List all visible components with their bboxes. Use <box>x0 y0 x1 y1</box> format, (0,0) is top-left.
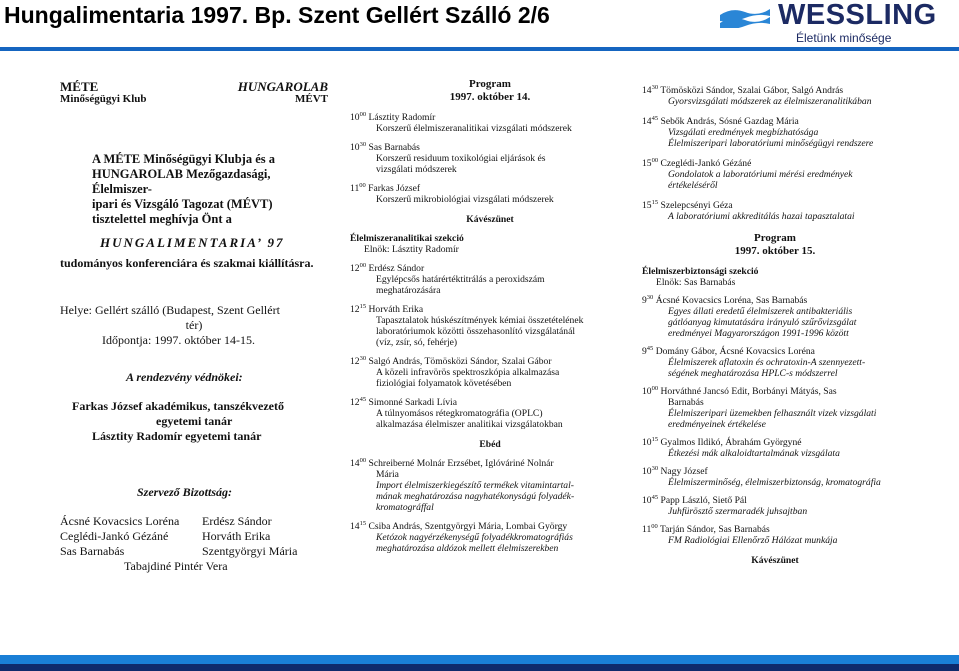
item-title: Élelmiszerek aflatoxin és ochratoxin-A szennyezett- <box>668 357 866 368</box>
item-title: (víz, zsír, só, fehérje) <box>376 337 458 348</box>
item-header <box>642 85 908 96</box>
item-time-minutes: 00 <box>359 111 367 118</box>
item-header <box>350 263 630 274</box>
item-title: Ketózok nagyérzékenységű folyadékkromatográfiás <box>376 532 573 543</box>
item-speakers: Simonné Sarkadi Lívia <box>366 397 457 408</box>
item-title: vizsgálati módszerek <box>376 164 457 175</box>
item-time: $14^{45}$ <box>642 115 659 127</box>
organizers-heading: Szervező Bizottság: <box>137 485 233 499</box>
program-item <box>642 386 908 430</box>
item-title: Korszerű élelmiszeranalitikai vizsgálati módszerek <box>376 123 572 134</box>
program-item <box>642 116 908 149</box>
program-item <box>642 524 908 546</box>
program-item <box>642 495 908 517</box>
item-time: $14^{30}$ <box>642 84 659 96</box>
section-chair: Elnök: Lásztity Radomír <box>364 244 459 255</box>
item-title: kromatográffal <box>376 502 434 513</box>
item-speakers: Sebők András, Sósné Gazdag Mária <box>658 116 799 127</box>
item-time-minutes: 30 <box>646 294 654 301</box>
program-item <box>350 397 630 430</box>
venue-info: Helye: Gellért szálló (Budapest, Szent Gellért tér) Időpontja: 1997. október 14-15. <box>60 303 280 347</box>
item-speakers: Papp László, Siető Pál <box>658 495 747 506</box>
item-title: A túlnyomásos rétegkromatográfia (OPLC) <box>376 408 543 419</box>
item-header <box>642 200 908 211</box>
item-speakers: Tömösközi Sándor, Szalai Gábor, Salgó András <box>658 85 844 96</box>
program-item <box>350 458 630 513</box>
session-list <box>350 263 630 430</box>
item-speakers: Tarján Sándor, Sas Barnabás <box>657 524 770 535</box>
item-time-minutes: 15 <box>359 520 367 527</box>
item-time-minutes: 30 <box>359 141 367 148</box>
item-title: Korszerű residuum toxikológiai eljárások és <box>376 153 546 164</box>
item-speakers: Horváthné Jancsó Edit, Borbányi Mátyás, Sas <box>658 386 837 397</box>
item-title: laboratóriumok közötti összehasonlító vizsgálatánál <box>376 326 576 337</box>
invitation-text: A MÉTE Minőségügyi Klubja és a HUNGAROLAB Mezőgazdasági, Élelmiszer- ipari és Vizsgáló Tagozat (MÉVT) tisztelettel meghívja Önt a <box>92 152 276 226</box>
item-speakers: Nagy József <box>658 466 708 477</box>
item-time-minutes: 00 <box>359 457 367 464</box>
program-item <box>350 183 630 205</box>
item-time: $9^{45}$ <box>642 345 654 357</box>
item-title: Mária <box>376 469 399 480</box>
item-speakers: Salgó András, Tömösközi Sándor, Szalai Gábor <box>366 356 552 367</box>
item-time-minutes: 15 <box>651 199 659 206</box>
item-header <box>350 112 630 123</box>
program-item <box>642 437 908 459</box>
item-time: $10^{30}$ <box>350 141 367 153</box>
item-title: mának meghatározása nagyhatékonyságú folyadék- <box>376 491 575 502</box>
program-item <box>642 158 908 191</box>
organizers-list: Ácsné Kovacsics Loréna Erdész Sándor Ceglédi-Jankó Gézáné Horváth Erika Sas Barnabás Szentgyörgyi Mária <box>60 514 298 558</box>
program-date: 1997. október 14. <box>449 91 531 103</box>
conference-sub: tudományos konferenciára és szakmai kiállításra. <box>60 256 314 270</box>
item-title: Juhfürösztő szermaradék juhsajtban <box>668 506 808 517</box>
item-time-minutes: 00 <box>359 262 367 269</box>
item-speakers: Szelepcsényi Géza <box>658 200 733 211</box>
item-title: fiziológiai folyamatok követésében <box>376 378 512 389</box>
item-time-minutes: 30 <box>359 355 367 362</box>
conference-name: HUNGALIMENTARIA’ 97 <box>100 235 285 250</box>
item-time: $10^{30}$ <box>642 465 659 477</box>
item-title: meghatározására <box>376 285 441 296</box>
item-title: Vizsgálati eredmények megbízhatósága <box>668 127 819 138</box>
header-rule <box>0 47 959 51</box>
item-time: $10^{00}$ <box>642 385 659 397</box>
item-time-minutes: 00 <box>651 157 659 164</box>
item-time: $15^{00}$ <box>642 157 659 169</box>
logo-tagline: Életünk minősége <box>796 31 892 45</box>
club-right-sub: MÉVT <box>295 93 328 105</box>
item-title: értékeléséről <box>668 180 718 191</box>
section-title: Élelmiszerbiztonsági szekció <box>642 266 759 277</box>
item-time: $12^{45}$ <box>350 396 367 408</box>
item-header <box>350 142 630 153</box>
item-time: $14^{00}$ <box>350 457 367 469</box>
item-title: Egyes állati eredetű élelmiszerek antibakteriális <box>668 306 853 317</box>
item-speakers: Csiba András, Szentgyörgyi Mária, Lombai György <box>366 521 568 532</box>
wessling-logo <box>718 2 950 48</box>
item-title: ségének meghatározása HPLC-s módszerrel <box>668 368 838 379</box>
item-title: alkalmazása élelmiszer analitikai vizsgálatokban <box>376 419 563 430</box>
item-time-minutes: 45 <box>651 115 659 122</box>
patrons-list: Farkas József akadémikus, tanszékvezető egyetemi tanár Lásztity Radomír egyetemi tanár <box>72 399 284 443</box>
item-time-minutes: 30 <box>651 465 659 472</box>
item-header <box>642 158 908 169</box>
item-time: $12^{00}$ <box>350 262 367 274</box>
program-item <box>642 295 908 339</box>
wessling-wave-icon <box>718 6 772 28</box>
item-title: FM Radiológiai Ellenőrző Hálózat munkája <box>668 535 838 546</box>
item-time-minutes: 45 <box>646 345 654 352</box>
item-title: Étkezési mák alkaloidtartalmának vizsgálata <box>668 448 840 459</box>
item-time-minutes: 00 <box>651 523 658 530</box>
item-speakers: Czeglédi-Jankó Gézáné <box>658 158 752 169</box>
item-time: $10^{15}$ <box>642 436 659 448</box>
item-header <box>642 524 908 535</box>
footer-bar-dark <box>0 664 959 671</box>
item-header <box>642 466 908 477</box>
item-title: A közeli infravörös spektroszkópia alkalmazása <box>376 367 560 378</box>
item-header <box>350 458 630 469</box>
program-item <box>642 85 908 107</box>
item-header <box>642 295 908 306</box>
item-time: $15^{15}$ <box>642 199 659 211</box>
item-title: eredményei Magyarországon 1991-1996 között <box>668 328 849 339</box>
program-date: 1997. október 15. <box>734 245 816 257</box>
item-title: eredményeinek értékelése <box>668 419 766 430</box>
session-list <box>642 295 908 546</box>
item-speakers: Ácsné Kovacsics Loréna, Sas Barnabás <box>653 295 808 306</box>
page-title: Hungalimentaria 1997. Bp. Szent Gellért Szálló 2/6 <box>4 2 550 28</box>
lunch-break: Ebéd <box>479 439 501 450</box>
program-title: Program <box>754 232 796 244</box>
item-time: $11^{00}$ <box>350 182 366 194</box>
item-time: $10^{00}$ <box>350 111 367 123</box>
patrons-heading: A rendezvény védnökei: <box>126 370 243 384</box>
item-speakers: Horváth Erika <box>366 304 424 315</box>
item-title: Gondolatok a laboratóriumi mérési eredmények <box>668 169 853 180</box>
club-left: MÉTE <box>60 79 99 94</box>
item-title: Élelmiszerminőség, élelmiszerbiztonság, kromatográfia <box>668 477 881 488</box>
item-speakers: Farkas József <box>365 183 421 194</box>
program-item <box>642 346 908 379</box>
item-header <box>350 183 630 194</box>
program-item <box>350 142 630 175</box>
item-speakers: Erdész Sándor <box>366 263 425 274</box>
item-title: Korszerű mikrobiológiai vizsgálati módszerek <box>376 194 554 205</box>
item-time: $14^{15}$ <box>350 520 367 532</box>
item-title: A laboratóriumi akkreditálás hazai tapasztalatai <box>668 211 855 222</box>
program-title: Program <box>469 78 511 90</box>
program-item <box>350 263 630 296</box>
item-time: $12^{30}$ <box>350 355 367 367</box>
club-right: HUNGAROLAB <box>237 79 328 94</box>
item-time-minutes: 00 <box>359 182 366 189</box>
item-header <box>642 437 908 448</box>
item-speakers: Sas Barnabás <box>366 142 420 153</box>
item-title: Gyorsvizsgálati módszerek az élelmiszeranalitikában <box>668 96 872 107</box>
item-time-minutes: 00 <box>651 385 659 392</box>
item-time-minutes: 45 <box>359 396 367 403</box>
item-time-minutes: 45 <box>651 494 659 501</box>
coffee-break: Kávészünet <box>751 555 799 566</box>
item-time: $11^{00}$ <box>642 523 658 535</box>
logo-wordmark: WESSLING <box>778 0 937 31</box>
organizer-last: Tabajdiné Pintér Vera <box>124 559 228 573</box>
section-chair: Elnök: Sas Barnabás <box>656 277 736 288</box>
item-title: Élelmiszeripari laboratóriumi minőségügyi rendszere <box>668 138 874 149</box>
section-title: Élelmiszeranalitikai szekció <box>350 233 464 244</box>
item-speakers: Lásztity Radomír <box>366 112 436 123</box>
item-title: gátlóanyag kimutatására irányuló szűrővizsgálat <box>668 317 857 328</box>
item-time: $10^{45}$ <box>642 494 659 506</box>
item-speakers: Schreiberné Molnár Erzsébet, Iglóváriné Nolnár <box>366 458 554 469</box>
item-title: Import élelmiszerkiegészítő termékek vitamintartal- <box>376 480 574 491</box>
item-speakers-cont: Barnabás <box>668 397 704 408</box>
program-day1-column <box>350 78 630 554</box>
program-day2-column <box>642 76 908 566</box>
item-time-minutes: 15 <box>359 303 367 310</box>
session-list <box>350 458 630 554</box>
item-header <box>350 304 630 315</box>
program-item <box>350 521 630 554</box>
item-header <box>350 356 630 367</box>
item-speakers: Domány Gábor, Ácsné Kovacsics Loréna <box>653 346 815 357</box>
program-item <box>350 112 630 134</box>
item-time-minutes: 15 <box>651 436 659 443</box>
item-title: Egylépcsős határértéktitrálás a peroxidszám <box>376 274 545 285</box>
program-item <box>642 200 908 222</box>
item-time: $12^{15}$ <box>350 303 367 315</box>
item-header <box>642 346 908 357</box>
coffee-break: Kávészünet <box>466 214 514 225</box>
invitation-column <box>60 80 328 574</box>
club-left-sub: Minőségügyi Klub <box>60 93 147 105</box>
item-header <box>350 521 630 532</box>
program-item <box>350 304 630 348</box>
footer-bar-light <box>0 655 959 664</box>
item-header <box>642 386 908 397</box>
program-item <box>642 466 908 488</box>
program-item <box>350 356 630 389</box>
item-speakers: Gyalmos Ildikó, Ábrahám Györgyné <box>658 437 802 448</box>
item-header <box>642 495 908 506</box>
item-title: Élelmiszeripari üzemekben felhasznált vizek vizsgálati <box>668 408 877 419</box>
item-header <box>350 397 630 408</box>
item-time-minutes: 30 <box>651 84 659 91</box>
item-title: Tapasztalatok húskészítmények kémiai összetételének <box>376 315 584 326</box>
item-time: $9^{30}$ <box>642 294 654 306</box>
item-header <box>642 116 908 127</box>
session-list <box>642 85 908 222</box>
item-title: meghatározása aldózok mellett élelmiszerekben <box>376 543 559 554</box>
session-list <box>350 112 630 205</box>
